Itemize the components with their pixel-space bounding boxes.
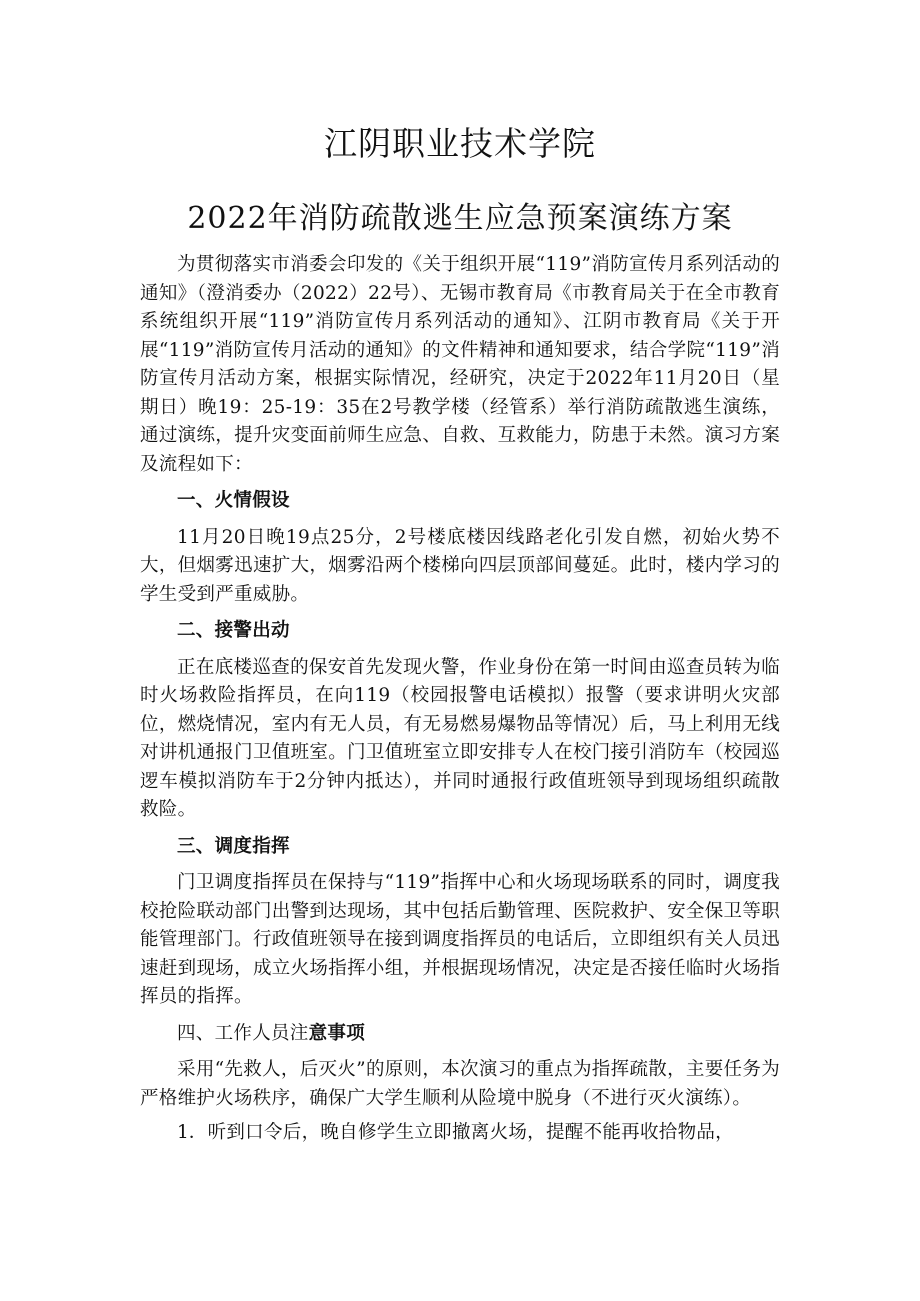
section-heading-staff-notes-plain: 四、工作人员注: [177, 1022, 309, 1044]
section-heading-fire-scenario: 一、火情假设: [177, 490, 290, 511]
section-text-staff-notes: 采用“先救人，后灭火”的原则，本次演习的重点为指挥疏散，主要任务为严格维护火场秩序，确保广大学生顺利从险境中脱身（不进行灭火演练）。: [140, 1059, 780, 1109]
list-item-1: [140, 1119, 780, 1148]
intro-paragraph: 为贯彻落实市消委会印发的《关于组织开展“119”消防宣传月系列活动的通知》（澄消委办（2022）22号）、无锡市教育局《市教育局关于在全市教育系统组织开展“119”消防宣传月系列活动的通知》、江阴市教育局《关于开展“119”消防宣传月活动的通知》的文件精神和通知要求，结合学院“119”消防宣传月活动方案，根据实际情况，经研究，决定于2022年11月20日（星期日）晚19：25-19：35在2号教学楼（经管系）举行消防疏散逃生演练，通过演练，提升灾变面前师生应急、自救、互救能力，防患于未然。演习方案及流程如下：: [140, 254, 780, 475]
document-title: 江阴职业技术学院: [324, 124, 596, 163]
list-item-1-text: ．听到口令后，晚自修学生立即撤离火场，提醒不能再收拾物品，: [188, 1122, 734, 1143]
section-heading-staff-notes-bold: 意事项: [308, 1022, 366, 1044]
document-subtitle: 2022年消防疏散逃生应急预案演练方案: [187, 201, 733, 236]
section-text-dispatch-command: 门卫调度指挥员在保持与“119”指挥中心和火场现场联系的同时，调度我校抢险联动部门出警到达现场，其中包括后勤管理、医院救护、安全保卫等职能管理部门。行政值班领导在接到调度指挥员的电话后，立即组织有关人员迅速赶到现场，成立火场指挥小组，并根据现场情况，决定是否接任临时火场指挥员的指挥。: [140, 872, 780, 1007]
section-heading-dispatch-command: 三、调度指挥: [177, 835, 290, 857]
section-text-alarm-response: 正在底楼巡查的保安首先发现火警，作业身份在第一时间由巡查员转为临时火场救险指挥员，在向119（校园报警电话模拟）报警（要求讲明火灾部位，燃烧情况，室内有无人员，有无易燃易爆物品等情况）后，马上利用无线对讲机通报门卫值班室。门卫值班室立即安排专人在校门接引消防车（校园巡逻车模拟消防车于2分钟内抵达），并同时通报行政值班领导到现场组织疏散救险。: [140, 656, 780, 820]
list-item-1-number: 1: [177, 1122, 189, 1143]
section-heading-alarm-response: 二、接警出动: [177, 620, 290, 641]
section-heading-staff-notes: [140, 1020, 780, 1049]
document-body: [140, 251, 780, 1148]
section-text-fire-scenario: 11月20日晚19点25分，2号楼底楼因线路老化引发自燃，初始火势不大，但烟雾迅速扩大，烟雾沿两个楼梯向四层顶部间蔓延。此时，楼内学习的学生受到严重威胁。: [140, 526, 780, 605]
